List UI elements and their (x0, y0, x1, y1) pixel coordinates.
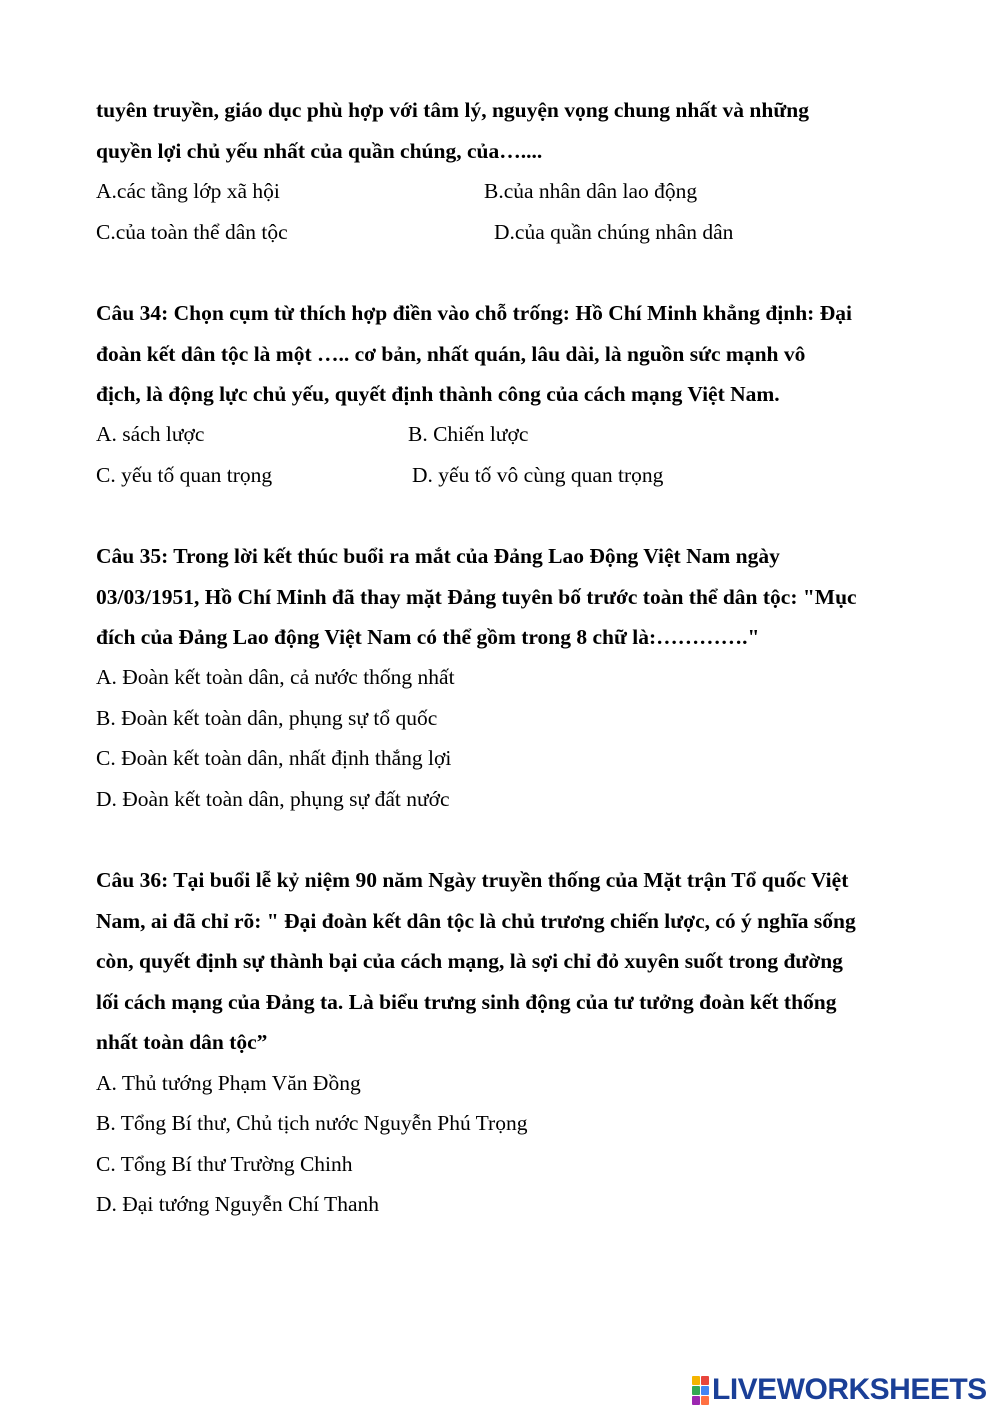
liveworksheets-logo (692, 1373, 987, 1406)
q34-option-c[interactable]: C. yếu tố quan trọng (96, 463, 273, 487)
q34-option-b[interactable]: B. Chiến lược (408, 422, 529, 446)
question-34-text-line-2: đoàn kết dân tộc là một ….. cơ bản, nhất quán, lâu dài, là nguồn sức mạnh vô (96, 342, 806, 366)
q36-option-a[interactable]: A. Thủ tướng Phạm Văn Đồng (96, 1071, 361, 1095)
q34-option-a[interactable]: A. sách lược (96, 422, 205, 446)
question-34-text-line-3: địch, là động lực chủ yếu, quyết định thành công của cách mạng Việt Nam. (96, 382, 780, 406)
q35-option-d[interactable]: D. Đoàn kết toàn dân, phụng sự đất nước (96, 787, 450, 811)
question-36-text-line-1: Câu 36: Tại buổi lễ kỷ niệm 90 năm Ngày truyền thống của Mặt trận Tổ quốc Việt (96, 868, 849, 892)
q35-option-b[interactable]: B. Đoàn kết toàn dân, phụng sự tổ quốc (96, 706, 438, 730)
question-34-text-line-1: Câu 34: Chọn cụm từ thích hợp điền vào chỗ trống: Hồ Chí Minh khẳng định: Đại (96, 301, 852, 325)
question-36-text-line-3: còn, quyết định sự thành bại của cách mạng, là sợi chỉ đỏ xuyên suốt trong đường (96, 949, 843, 973)
q36-option-b[interactable]: B. Tổng Bí thư, Chủ tịch nước Nguyễn Phú Trọng (96, 1111, 528, 1135)
q36-option-c[interactable]: C. Tổng Bí thư Trường Chinh (96, 1152, 353, 1176)
question-36-text-line-5: nhất toàn dân tộc” (96, 1030, 268, 1054)
q33-option-b[interactable]: B.của nhân dân lao động (484, 179, 698, 203)
question-33-text-line-1: tuyên truyền, giáo dục phù hợp với tâm lý, nguyện vọng chung nhất và những (96, 98, 809, 122)
question-35-text-line-2: 03/03/1951, Hồ Chí Minh đã thay mặt Đảng tuyên bố trước toàn thể dân tộc: "Mục (96, 585, 857, 609)
q33-option-d[interactable]: D.của quần chúng nhân dân (494, 220, 734, 244)
question-33-text-line-2: quyền lợi chủ yếu nhất của quần chúng, của….... (96, 139, 543, 163)
logo-blocks-icon (692, 1376, 709, 1405)
question-35-text-line-1: Câu 35: Trong lời kết thúc buổi ra mắt của Đảng Lao Động Việt Nam ngày (96, 544, 780, 568)
q36-option-d[interactable]: D. Đại tướng Nguyễn Chí Thanh (96, 1192, 379, 1216)
question-36-text-line-4: lối cách mạng của Đảng ta. Là biểu trưng sinh động của tư tưởng đoàn kết thống (96, 990, 837, 1014)
question-35-text-line-3: đích của Đảng Lao động Việt Nam có thể gồm trong 8 chữ là:…………." (96, 625, 760, 649)
q33-option-a[interactable]: A.các tầng lớp xã hội (96, 179, 280, 203)
logo-text: LIVEWORKSHEETS (712, 1373, 987, 1406)
question-36-text-line-2: Nam, ai đã chỉ rõ: " Đại đoàn kết dân tộc là chủ trương chiến lược, có ý nghĩa sống (96, 909, 856, 933)
q34-option-d[interactable]: D. yếu tố vô cùng quan trọng (412, 463, 664, 487)
q35-option-a[interactable]: A. Đoàn kết toàn dân, cả nước thống nhất (96, 665, 455, 689)
q33-option-c[interactable]: C.của toàn thể dân tộc (96, 220, 288, 244)
q35-option-c[interactable]: C. Đoàn kết toàn dân, nhất định thắng lợi (96, 746, 452, 770)
